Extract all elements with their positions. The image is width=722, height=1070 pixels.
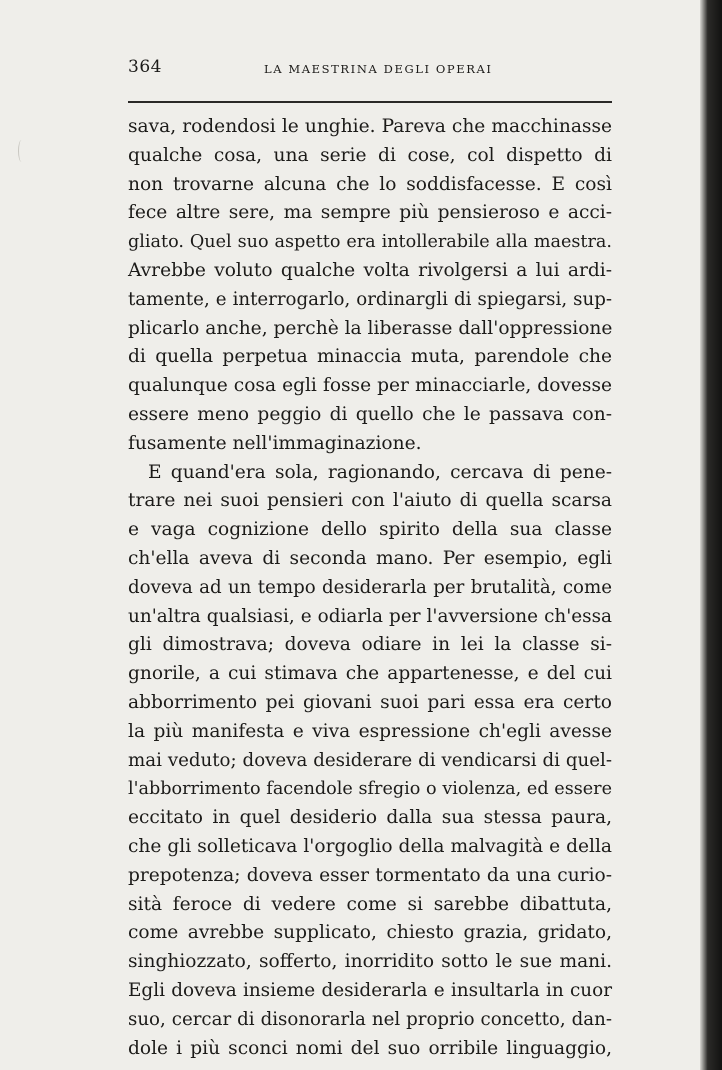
text-line: gliato. Quel suo aspetto era intollerabile alla maestra. — [128, 232, 612, 253]
paragraph-start-line: E quand'era sola, ragionando, cercava di pene- — [148, 461, 612, 483]
text-line: e vaga cognizione dello spirito della sua classe — [128, 519, 612, 541]
text-line: l'abborrimento facendole sfregio o violenza, ed essere — [128, 779, 612, 800]
text-line: prepotenza; doveva esser tormentato da una curio- — [128, 864, 612, 886]
text-line: sava, rodendosi le unghie. Pareva che macchinasse — [128, 116, 612, 137]
body-text — [128, 113, 612, 1063]
header-rule — [128, 101, 612, 103]
text-line: dole i più sconci nomi del suo orribile linguaggio, — [128, 1037, 612, 1059]
page-edge-shadow — [700, 0, 722, 1070]
text-line: sità feroce di vedere come si sarebbe dibattuta, — [128, 893, 612, 915]
page-number: 364 — [128, 57, 162, 77]
text-line: ch'ella aveva di seconda mano. Per esempio, egli — [128, 547, 612, 569]
paper-mark — [18, 140, 25, 162]
text-line: mai veduto; doveva desiderare di vendicarsi di quel- — [128, 749, 612, 771]
text-line: gnorile, a cui stimava che appartenesse, e del cui — [128, 663, 612, 685]
text-line: di quella perpetua minaccia muta, parendole che — [128, 346, 612, 368]
text-line: essere meno peggio di quello che le passava con- — [128, 403, 612, 425]
text-line: Egli doveva insieme desiderarla e insultarla in cuor — [128, 979, 612, 1001]
text-line: tamente, e interrogarlo, ordinargli di spiegarsi, sup- — [128, 288, 612, 310]
text-line: trare nei suoi pensieri con l'aiuto di quella scarsa — [128, 490, 612, 512]
running-title: LA MAESTRINA DEGLI OPERAI — [264, 62, 493, 76]
running-head — [128, 52, 610, 82]
text-line: doveva ad un tempo desiderarla per brutalità, come — [128, 576, 612, 598]
text-line: plicarlo anche, perchè la liberasse dall'oppressione — [128, 317, 613, 339]
paragraph-end-line: fusamente nell'immaginazione. — [128, 432, 422, 454]
text-line: singhiozzato, sofferto, inorridito sotto le sue mani. — [128, 951, 612, 973]
text-line: fece altre sere, ma sempre più pensieroso e acci- — [128, 202, 612, 224]
text-line: qualunque cosa egli fosse per minacciarle, dovesse — [128, 375, 612, 397]
text-line: suo, cercar di disonorarla nel proprio concetto, dan- — [128, 1008, 612, 1030]
text-line: gli dimostrava; doveva odiare in lei la classe si- — [128, 634, 612, 656]
text-line: la più manifesta e viva espressione ch'egli avesse — [128, 720, 612, 742]
text-line: abborrimento pei giovani suoi pari essa era certo — [128, 691, 612, 713]
text-line: Avrebbe voluto qualche volta rivolgersi a lui ardi- — [128, 259, 612, 281]
text-line: non trovarne alcuna che lo soddisfacesse. E così — [128, 173, 612, 195]
text-line: eccitato in quel desiderio dalla sua stessa paura, — [128, 807, 612, 829]
text-line: come avrebbe supplicato, chiesto grazia, gridato, — [128, 922, 612, 944]
text-line: qualche cosa, una serie di cose, col dispetto di — [128, 144, 612, 166]
text-line: che gli solleticava l'orgoglio della malvagità e della — [128, 835, 612, 857]
text-line: un'altra qualsiasi, e odiarla per l'avversione ch'essa — [128, 605, 612, 627]
